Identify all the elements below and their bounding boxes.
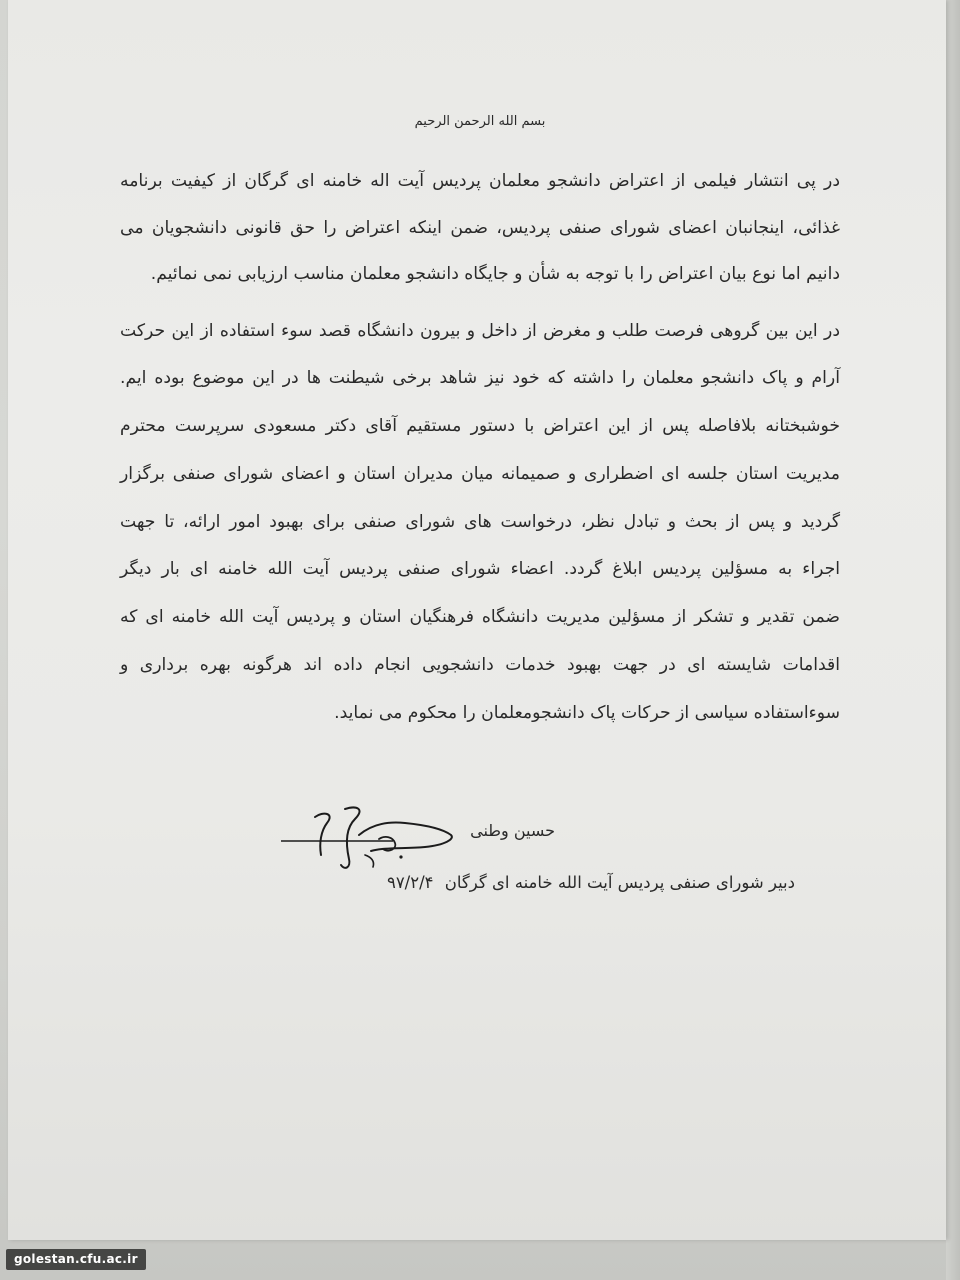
text-line: در پی انتشار فیلمی از اعتراض دانشجو معلمان پردیس آیت اله خامنه ای گرگان از کیفیت برنامه [120,171,840,191]
basmala-heading: بسم الله الرحمن الرحیم [414,114,546,129]
text-line: در این بین گروهی فرصت طلب و مغرض از داخل و بیرون دانشگاه قصد سوء استفاده از این حرکت [120,320,840,341]
text-line: خوشبختانه بلافاصله پس از این اعتراض با دستور مستقیم آقای دکتر مسعودی سرپرست محترم [120,416,840,437]
letter-date: ۹۷/۲/۴ [386,873,434,892]
paragraph-gap [120,298,840,308]
handwritten-signature [275,795,465,875]
text-line: اقدامات شایسته ای در جهت بهبود خدمات دانشجویی انجام داده اند هرگونه بهره برداری و [120,655,840,676]
text-line: اجراء به مسؤلین پردیس ابلاغ گردد. اعضاء شورای صنفی پردیس آیت الله خامنه ای بار دیگر [120,559,840,580]
signatory-title-line [387,873,795,892]
signatory-name: حسین وطنی [470,821,555,840]
signature-block [275,795,795,905]
text-line: غذائی، اینجانبان اعضای شورای صنفی پردیس، ضمن اینکه اعتراض را حق قانونی دانشجویان می [120,217,840,238]
text-line: سوءاستفاده سیاسی از حرکات پاک دانشجومعلمان را محکوم می نماید. [334,702,840,723]
text-line: آرام و پاک دانشجو معلمان را داشته که خود نیز شاهد برخی شیطنت ها در این موضوع بوده ایم. [120,368,840,389]
text-line: مدیریت استان جلسه ای اضطراری و صمیمانه میان مدیران استان و اعضای شورای صنفی برگزار [120,463,840,484]
paragraph-2 [120,308,840,738]
text-line: ضمن تقدیر و تشکر از مسؤلین مدیریت دانشگاه فرهنگیان استان و پردیس آیت الله خامنه ای که [120,607,840,628]
paper-edge-shadow [946,0,960,1280]
text-line: دانیم اما نوع بیان اعتراض را با توجه به شأن و جایگاه دانشجو معلمان مناسب ارزیابی نمی نمائیم. [150,264,840,284]
site-watermark: golestan.cfu.ac.ir [6,1249,146,1270]
letter-body [120,100,840,738]
text-line: گردید و پس از بحث و تبادل نظر، درخواست های شورای صنفی برای بهبود امور ارائه، تا جهت [120,511,840,532]
paragraph-1 [120,158,840,298]
signatory-title: دبیر شورای صنفی پردیس آیت الله خامنه ای گرگان [444,873,795,892]
